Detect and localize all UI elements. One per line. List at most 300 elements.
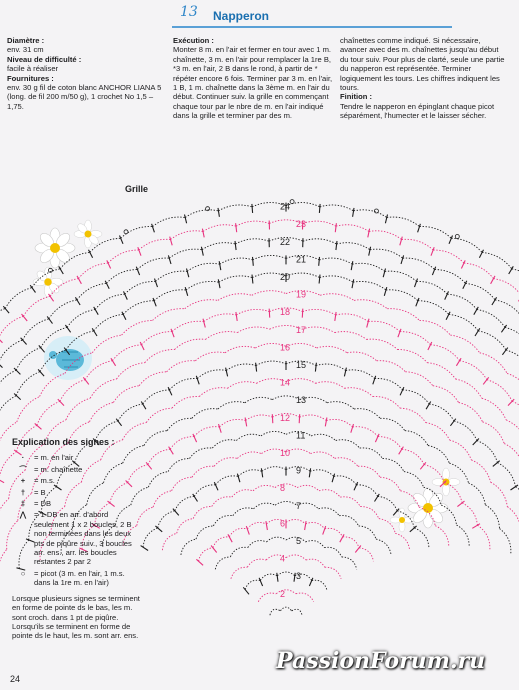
- picot-mark: [124, 230, 128, 234]
- stitch-mark: [461, 260, 465, 268]
- chain-arc: [168, 459, 189, 472]
- chain-arc: [375, 378, 403, 389]
- chain-arc: [16, 348, 41, 371]
- stitch-mark: [141, 402, 146, 410]
- chain-arc: [237, 452, 261, 458]
- chain-arc: [0, 396, 16, 422]
- stitch-mark: [116, 419, 121, 426]
- chain-arc: [319, 258, 352, 264]
- chain-arc: [306, 541, 325, 548]
- chain-arc: [199, 548, 213, 562]
- stitch-mark: [368, 229, 370, 238]
- stitch-mark: [138, 247, 141, 256]
- stitch-mark: [367, 319, 369, 328]
- diametre-value: env. 31 cm: [7, 45, 44, 55]
- legend-item: [12, 569, 142, 588]
- chain-arc: [360, 506, 379, 518]
- stitch-mark: [47, 316, 52, 323]
- chain-arc: [464, 263, 494, 279]
- round-number-label: 16: [280, 342, 291, 353]
- chain-arc: [199, 388, 227, 397]
- chain-arc: [252, 291, 286, 296]
- chain-arc: [428, 446, 449, 464]
- chain-arc: [23, 319, 49, 340]
- chain-arc: [302, 327, 334, 333]
- chain-arc: [125, 281, 156, 294]
- chain-arc: [247, 559, 266, 567]
- chain-arc: [225, 346, 255, 352]
- chain-arc: [190, 448, 213, 459]
- stitch-mark: [335, 312, 336, 321]
- legend-text: = 1 DB en arr. d'abord seulement 1 x 2 boucles, 2 B non terminées dans les deux pts de piqûre suiv., 3 boucles arr. ens., arr. les boucles restantes 2 par 2: [34, 510, 132, 567]
- stitch-mark: [218, 279, 220, 288]
- chain-arc: [238, 470, 262, 477]
- chain-arc: [171, 231, 204, 240]
- stitch-mark: [373, 376, 376, 385]
- chain-arc: [357, 485, 378, 497]
- chain-arc: [233, 508, 254, 516]
- chain-arc: [480, 353, 507, 374]
- stitch-mark: [83, 377, 89, 384]
- chain-arc: [516, 487, 519, 513]
- chain-arc: [316, 364, 346, 370]
- stitch-mark: [187, 269, 189, 278]
- chain-arc: [400, 408, 426, 423]
- chain-arc: [337, 243, 370, 250]
- chain-arc: [317, 346, 347, 352]
- chain-arc: [367, 339, 398, 349]
- chain-arc: [193, 506, 212, 518]
- chain-arc: [359, 526, 376, 539]
- stitch-mark: [58, 399, 64, 406]
- chain-arc: [60, 380, 85, 402]
- chain-arc: [373, 397, 400, 409]
- stitch-mark: [0, 336, 3, 343]
- chain-arc: [66, 398, 90, 420]
- chain-arc: [433, 250, 464, 263]
- chain-arc: [214, 458, 237, 467]
- chain-arc: [37, 401, 60, 425]
- chain-arc: [312, 580, 327, 589]
- chain-arc: [167, 361, 196, 372]
- chain-arc: [500, 529, 511, 554]
- chain-arc: [148, 472, 168, 488]
- stitch-mark: [335, 223, 336, 232]
- chain-arc: [261, 431, 286, 435]
- chain-arc: [457, 525, 470, 547]
- chain-arc: [378, 496, 397, 510]
- chain-arc: [172, 477, 192, 491]
- chain-arc: [137, 258, 169, 269]
- chain-arc: [431, 345, 460, 361]
- chain-arc: [512, 269, 519, 288]
- chain-arc: [270, 609, 281, 615]
- chain-arc: [169, 378, 197, 389]
- chain-arc: [5, 288, 32, 309]
- chain-arc: [378, 437, 402, 450]
- chain-arc: [260, 574, 277, 580]
- legend-item: [12, 476, 142, 485]
- chain-arc: [347, 352, 377, 361]
- chain-arc: [247, 522, 266, 528]
- chain-arc: [380, 477, 400, 491]
- stitch-mark: [431, 247, 434, 256]
- chain-arc: [218, 402, 245, 409]
- stitch-mark: [266, 521, 268, 530]
- stitch-mark: [463, 281, 467, 289]
- legend-text: = m. en l'air: [34, 453, 74, 463]
- stitch-mark: [219, 424, 222, 433]
- chain-arc: [451, 238, 482, 252]
- chain-arc: [218, 205, 252, 211]
- legend-text: = picot (3 m. en l'air, 1 m.s. dans la 1re m. en l'air): [34, 568, 125, 588]
- stitch-mark: [171, 329, 174, 337]
- stitch-mark: [351, 261, 353, 270]
- chain-arc: [148, 449, 170, 464]
- chain-arc: [478, 331, 506, 350]
- chain-arc: [170, 437, 194, 450]
- chain-arc: [236, 309, 269, 315]
- chain-arc: [450, 440, 472, 460]
- chain-arc: [90, 403, 114, 422]
- chain-arc: [0, 549, 7, 579]
- chain-arc: [456, 379, 482, 398]
- chain-arc: [454, 421, 477, 441]
- round-10: [123, 449, 449, 546]
- stitch-mark: [420, 462, 426, 469]
- chain-arc: [507, 373, 519, 396]
- chain-arc: [204, 314, 237, 322]
- stitch-mark: [445, 291, 449, 299]
- chain-arc: [387, 309, 419, 321]
- chain-arc: [320, 276, 353, 282]
- chain-arc: [306, 522, 325, 528]
- legend-symbol: ·: [21, 453, 25, 463]
- chain-arc: [345, 388, 373, 397]
- chain-arc: [275, 484, 297, 488]
- chain-arc: [144, 431, 167, 446]
- stitch-mark: [122, 312, 126, 320]
- chain-arc: [300, 415, 327, 421]
- stitch-mark: [319, 204, 320, 213]
- stitch-mark: [201, 247, 203, 256]
- chain-arc: [162, 533, 176, 550]
- chain-arc: [339, 516, 358, 526]
- chain-arc: [194, 485, 215, 497]
- round-number-label: 4: [280, 553, 286, 564]
- pattern-number: 13: [180, 4, 198, 20]
- stitch-mark: [75, 297, 80, 305]
- chain-arc: [154, 290, 186, 301]
- stitch-mark: [369, 247, 371, 256]
- legend-item: [12, 499, 142, 508]
- round-number-label: 23: [296, 219, 307, 230]
- chain-arc: [336, 225, 369, 232]
- chain-arc: [277, 572, 295, 576]
- picot-mark: [374, 209, 378, 213]
- chain-arc: [334, 476, 357, 485]
- stitch-mark: [214, 482, 218, 490]
- chain-arc: [340, 497, 360, 507]
- chain-arc: [404, 472, 424, 488]
- stitch-mark: [491, 276, 495, 284]
- chain-arc: [253, 485, 275, 490]
- picot-mark: [290, 200, 294, 204]
- chain-arc: [403, 258, 435, 269]
- legend-symbol: ‡: [20, 499, 26, 509]
- stitch-mark: [170, 237, 173, 246]
- chain-arc: [449, 314, 478, 331]
- chain-arc: [192, 466, 214, 477]
- stitch-mark: [153, 298, 156, 306]
- stitch-mark: [261, 468, 262, 477]
- chain-arc: [354, 409, 380, 419]
- chain-arc: [385, 271, 417, 281]
- round-1: [270, 607, 302, 615]
- stitch-mark: [256, 363, 257, 372]
- stitch-mark: [315, 363, 316, 372]
- chain-arc: [450, 335, 479, 353]
- chain-arc: [169, 249, 202, 258]
- chain-arc: [121, 227, 153, 239]
- stitch-mark: [22, 314, 28, 321]
- stitch-mark: [120, 236, 124, 244]
- chain-arc: [462, 503, 477, 525]
- chain-arc: [469, 483, 486, 505]
- niveau-label: Niveau de difficulté :: [7, 54, 82, 64]
- chain-arc: [215, 557, 230, 569]
- round-number-label: 24: [280, 201, 291, 212]
- chain-arc: [485, 505, 499, 529]
- chain-arc: [336, 440, 360, 448]
- chain-arc: [0, 309, 5, 332]
- chain-arc: [417, 281, 448, 294]
- chain-arc: [17, 397, 40, 423]
- chain-arc: [236, 221, 269, 226]
- finition-label: Finition :: [340, 92, 373, 102]
- picot-mark: [455, 235, 459, 239]
- chain-arc: [181, 539, 196, 555]
- turtle-decoration-icon: [44, 336, 92, 380]
- chain-arc: [185, 300, 218, 309]
- stitch-mark: [401, 255, 404, 264]
- chain-arc: [212, 497, 232, 507]
- chain-arc: [353, 281, 386, 290]
- chain-arc: [414, 528, 429, 547]
- stitch-mark: [14, 368, 20, 374]
- stitch-mark: [355, 546, 361, 553]
- chain-arc: [143, 390, 170, 404]
- stitch-mark: [399, 447, 404, 455]
- legend: [12, 438, 142, 641]
- round-number-label: 7: [296, 500, 302, 511]
- round-number-label: 17: [296, 324, 307, 335]
- chart-label: Grille: [125, 184, 149, 194]
- chain-arc: [258, 593, 276, 602]
- chain-arc: [494, 279, 519, 297]
- stitch-mark: [152, 224, 155, 233]
- stitch-mark: [0, 478, 4, 482]
- chain-arc: [292, 609, 303, 615]
- finition-text: Tendre le napperon en épinglant chaque picot séparément, l'humecter et le laisser sécher.: [340, 101, 495, 121]
- chain-arc: [477, 441, 498, 463]
- chain-arc: [491, 482, 508, 506]
- round-4: [231, 555, 341, 582]
- stitch-mark: [94, 307, 99, 315]
- chain-arc: [352, 263, 385, 271]
- round-number-label: 14: [280, 377, 291, 388]
- chain-arc: [49, 300, 77, 319]
- chain-arc: [16, 372, 40, 396]
- chain-arc: [435, 270, 466, 284]
- chain-arc: [459, 403, 483, 422]
- legend-text: = m. chaînette: [34, 464, 83, 474]
- chain-arc: [386, 290, 418, 301]
- legend-title: Explication des signes :: [12, 437, 115, 447]
- stitch-mark: [211, 546, 217, 553]
- stitch-mark: [309, 468, 310, 477]
- stitch-mark: [228, 534, 232, 542]
- stitch-mark: [49, 294, 54, 301]
- execution-text: Monter 8 m. en l'air et fermer en tour avec 1 m. chaînette, 3 m. en l'air pour remplacer la 1re B, *3 m. en l'air, 2 B dans le rond, à partir de * répéter encore 6 fois. Terminer par 3 m. en l'air, 1 B, 1 m. chaînette dans la 3ème m. en l'air du début. Continuer suiv. la grille en commençant chaque tour par le nbre de m. en l'air indiqué dans la grille et terminer par des m.: [173, 45, 333, 121]
- legend-item: [12, 465, 142, 474]
- chain-arc: [139, 372, 166, 386]
- legend-item: [12, 453, 142, 462]
- chain-arc: [286, 519, 306, 524]
- chain-arc: [212, 440, 236, 448]
- chain-arc: [343, 537, 359, 548]
- chain-arc: [320, 205, 354, 211]
- stitch-mark: [472, 524, 480, 529]
- legend-symbol: +: [20, 476, 26, 486]
- chain-arc: [398, 349, 428, 362]
- chain-arc: [482, 252, 512, 269]
- chain-arc: [311, 434, 336, 440]
- chain-arc: [477, 525, 490, 549]
- chain-arc: [319, 490, 340, 497]
- chain-arc: [246, 415, 273, 421]
- chain-arc: [342, 557, 357, 569]
- chain-arc: [156, 271, 188, 281]
- stitch-mark: [89, 250, 93, 258]
- chain-arc: [0, 499, 9, 529]
- stitch-mark: [353, 208, 354, 217]
- chain-arc: [254, 503, 276, 509]
- stitch-mark: [426, 402, 431, 410]
- chain-arc: [194, 427, 219, 437]
- chain-arc: [354, 300, 387, 309]
- stitch-mark: [415, 279, 418, 288]
- stitch-mark: [30, 285, 35, 292]
- round-number-label: 20: [280, 272, 291, 282]
- stitch-mark: [474, 307, 479, 315]
- chain-arc: [336, 314, 369, 322]
- chain-arc: [403, 390, 430, 404]
- chain-arc: [0, 316, 23, 338]
- stitch-mark: [384, 287, 387, 296]
- round-number-label: 19: [296, 289, 307, 300]
- round-number-label: 15: [296, 360, 307, 370]
- round-number-label: 6: [280, 518, 286, 529]
- stitch-mark: [38, 369, 44, 376]
- chain-arc: [426, 423, 450, 440]
- page-title: Napperon: [213, 9, 270, 23]
- legend-item: [12, 510, 142, 566]
- chain-arc: [219, 419, 245, 427]
- chain-arc: [236, 434, 261, 440]
- fournitures-value: env. 30 g fil de coton blanc ANCHOR LIANA 5 (long. de fil 200 m/50 g), 1 crochet No 1,5 – 1,75.: [7, 83, 162, 111]
- stitch-mark: [246, 526, 249, 535]
- fournitures-label: Fournitures :: [7, 73, 54, 83]
- legend-symbol: ○: [20, 568, 26, 578]
- stitch-mark: [168, 255, 171, 264]
- legend-item: [12, 488, 142, 497]
- chain-arc: [368, 321, 400, 331]
- chain-arc: [296, 593, 314, 602]
- chain-arc: [79, 263, 109, 279]
- stitch-mark: [111, 358, 116, 366]
- chain-arc: [303, 309, 336, 315]
- stitch-mark: [400, 237, 403, 246]
- chain-arc: [497, 463, 515, 487]
- stitch-mark: [336, 241, 337, 250]
- chain-arc: [433, 386, 459, 403]
- chain-arc: [507, 507, 519, 533]
- chain-arc: [303, 221, 336, 226]
- stitch-mark: [483, 377, 489, 384]
- chain-arc: [139, 239, 171, 250]
- stitch-mark: [136, 267, 139, 275]
- chain-arc: [196, 526, 213, 539]
- chain-arc: [187, 263, 220, 271]
- execution-continued-text: chaînettes comme indiqué. Si nécessaire, avancer avec des m. chaînettes jusqu'au début du tour suiv. Pour plus de clarté, seule une partie du napperon est représentée. Terminer logiquement les tours. Les chiffres indiquent les tours.: [340, 36, 505, 93]
- chain-arc: [108, 250, 139, 263]
- stitch-mark: [185, 287, 188, 296]
- chain-arc: [216, 476, 239, 485]
- chain-arc: [506, 420, 519, 444]
- legend-symbol: ⋀: [19, 510, 27, 520]
- round-8: [162, 484, 409, 550]
- stitch-mark: [344, 368, 346, 377]
- chain-arc: [505, 327, 519, 347]
- chain-arc: [380, 418, 405, 430]
- chain-arc: [346, 370, 375, 379]
- chain-arc: [146, 408, 172, 423]
- chain-arc: [377, 361, 406, 372]
- chain-arc: [316, 382, 345, 389]
- stitch-mark: [252, 204, 253, 213]
- chain-arc: [203, 225, 236, 232]
- stitch-mark: [501, 325, 506, 332]
- chain-arc: [286, 273, 320, 278]
- stitch-mark: [269, 309, 270, 318]
- chain-arc: [324, 547, 341, 557]
- legend-note: Lorsque plusieurs signes se terminent en forme de pointe ds le bas, les m. sont croch. dans 1 pt de piqûre. Lorsqu'ils se terminent en forme de pointe ds le haut, les m. sont arr. ens.: [12, 593, 140, 641]
- round-number-label: 10: [280, 448, 291, 458]
- chain-arc: [512, 401, 519, 425]
- round-number-label: 2: [280, 588, 286, 599]
- round-number-label: 18: [280, 307, 291, 318]
- round-number-label: 13: [296, 395, 307, 406]
- chain-arc: [177, 519, 194, 534]
- chain-arc: [376, 539, 391, 555]
- stitch-mark: [473, 439, 479, 446]
- chain-arc: [482, 398, 506, 420]
- stitch-mark: [432, 267, 435, 275]
- chain-arc: [118, 404, 143, 421]
- stitch-mark: [416, 298, 419, 306]
- stitch-mark: [319, 257, 320, 266]
